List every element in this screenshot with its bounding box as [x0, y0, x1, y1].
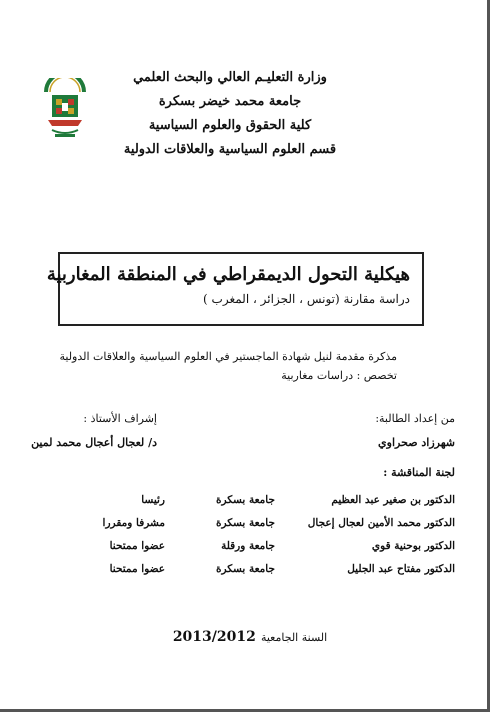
thesis-subtitle: دراسة مقارنة (تونس ، الجزائر ، المغرب ): [203, 292, 410, 306]
thesis-title-box: [46, 252, 424, 326]
committee-row: [35, 488, 455, 511]
member-university: جامعة بسكرة: [215, 562, 275, 575]
academic-year-label: السنة الجامعية: [260, 631, 328, 644]
department-name: قسم العلوم السياسية والعلاقات الدولية: [123, 142, 337, 157]
member-role: عضوا ممتحنا: [109, 539, 165, 552]
degree-statement: مذكرة مقدمة لنيل شهادة الماجستير في العلوم السياسية والعلاقات الدولية: [59, 350, 397, 363]
academic-year: [150, 626, 350, 645]
member-name: الدكتور مفتاح عبد الجليل: [347, 562, 455, 575]
committee-row: [35, 511, 455, 534]
supervisor-label: إشراف الأستاذ :: [83, 412, 157, 425]
specialization: تخصص : دراسات مغاربية: [281, 369, 397, 382]
committee-row: [35, 557, 455, 580]
member-role: رئيسا: [141, 493, 165, 506]
committee-label: لجنة المناقشة :: [383, 466, 455, 479]
member-university: جامعة بسكرة: [215, 493, 275, 506]
member-role: عضوا ممتحنا: [109, 562, 165, 575]
institution-header: [120, 66, 340, 162]
academic-year-value: 2013/2012: [172, 629, 256, 645]
thesis-description: [59, 347, 397, 385]
university-name: جامعة محمد خيضر بسكرة: [158, 94, 302, 109]
thesis-title: هيكلية التحول الديمقراطي في المنطقة المغاربية: [46, 264, 410, 285]
member-role: مشرفا ومقررا: [102, 516, 165, 529]
ministry-name: وزارة التعليـم العالي والبحث العلمي: [133, 70, 327, 85]
member-university: جامعة بسكرة: [215, 516, 275, 529]
student-name: شهرزاد صحراوي: [378, 436, 455, 449]
supervisor-name: د/ لعجال أعجال محمد لمين: [31, 436, 157, 449]
member-name: الدكتور محمد الأمين لعجال إعجال: [307, 516, 455, 529]
member-university: جامعة ورقلة: [221, 539, 275, 552]
committee-row: [35, 534, 455, 557]
university-seal-icon: [40, 78, 90, 142]
prepared-by-label: من إعداد الطالبة:: [375, 412, 455, 425]
member-name: الدكتور بوحنية قوي: [371, 539, 455, 552]
faculty-name: كلية الحقوق والعلوم السياسية: [148, 118, 312, 133]
committee-table: [35, 488, 455, 580]
member-name: الدكتور بن صغير عبد العظيم: [331, 493, 455, 506]
